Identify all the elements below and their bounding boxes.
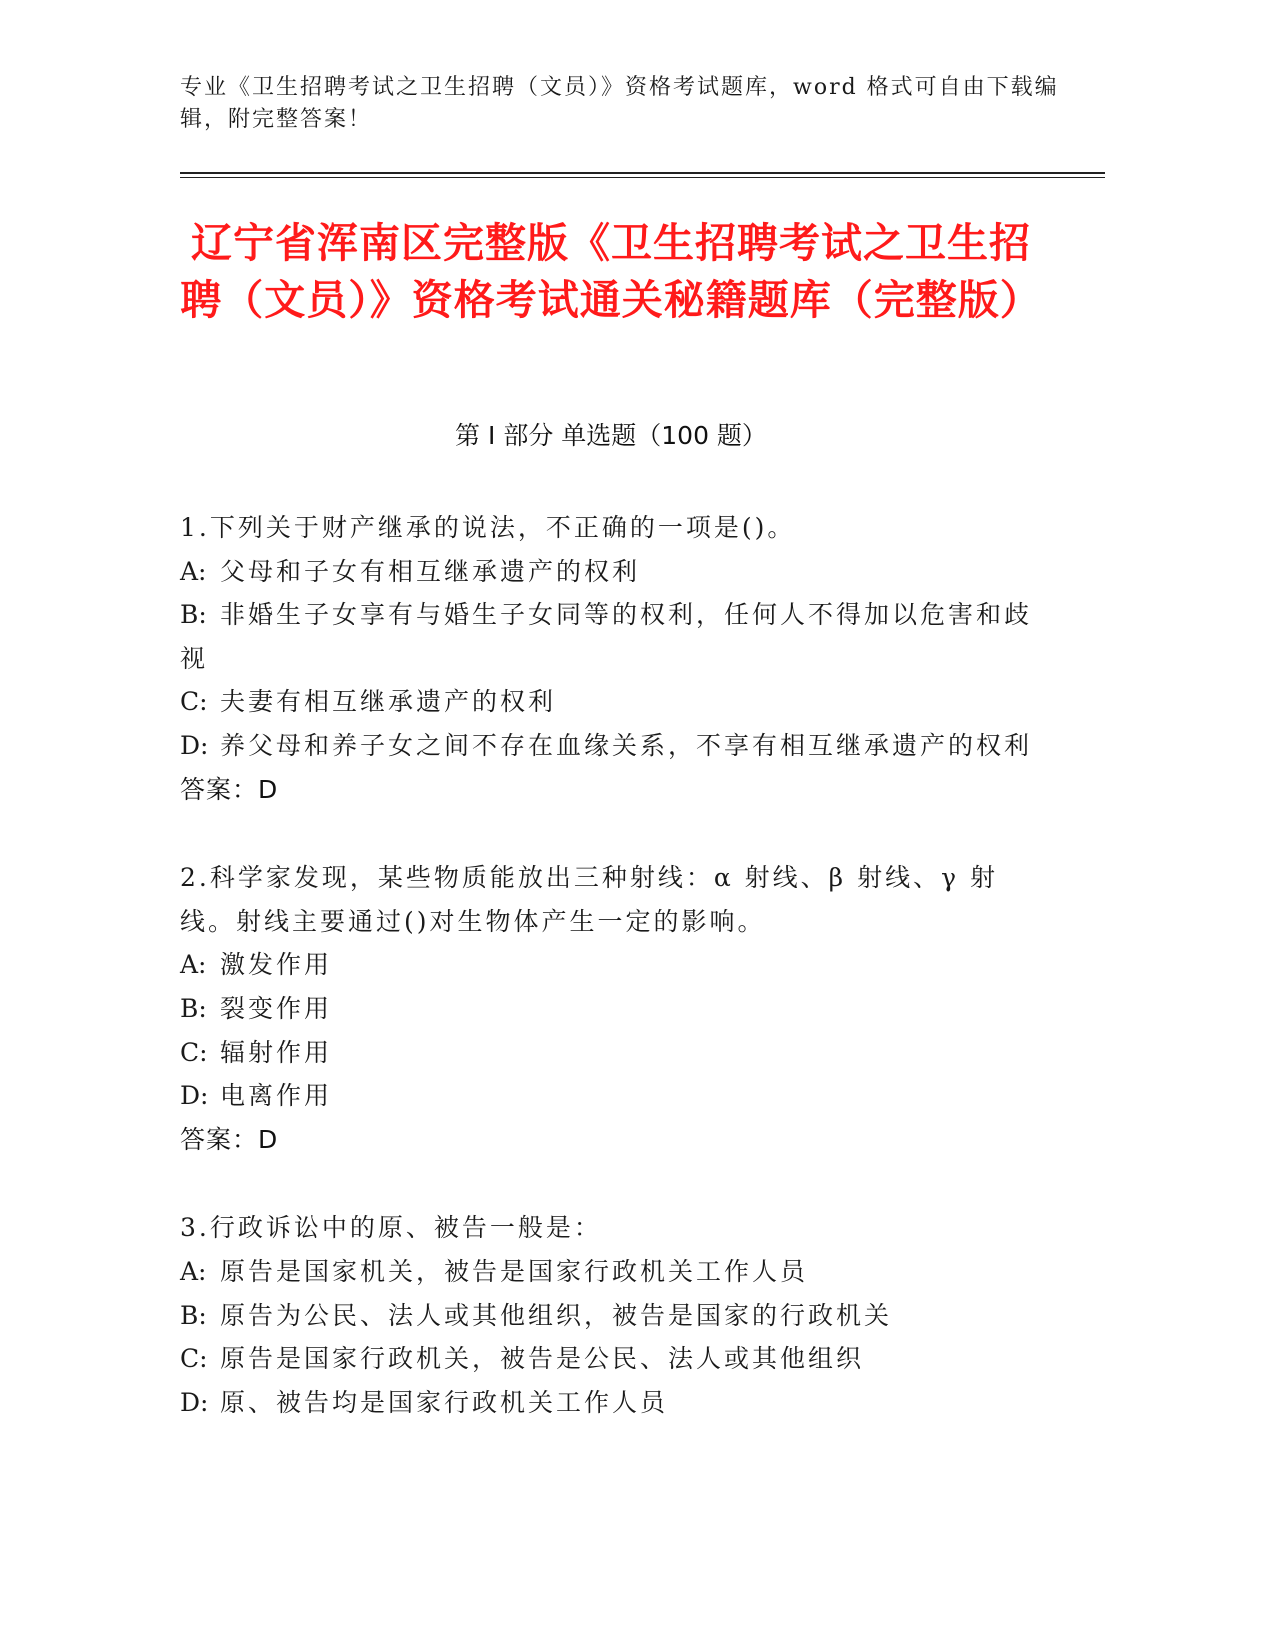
- option-text: 激发作用: [220, 950, 333, 980]
- question-1: [180, 506, 1042, 811]
- option-label: D:: [180, 1081, 209, 1111]
- question-list: [180, 506, 1042, 1469]
- option-label: C:: [180, 1344, 208, 1374]
- option-b: [180, 1294, 1042, 1338]
- question-2: [180, 856, 1042, 1161]
- option-label: B:: [180, 1300, 207, 1330]
- answer-text: 答案：D: [180, 1124, 279, 1154]
- header-rule-thick: [180, 172, 1105, 174]
- option-label: A:: [180, 950, 207, 980]
- option-label: D:: [180, 1387, 209, 1417]
- option-text: 父母和子女有相互继承遗产的权利: [220, 556, 641, 586]
- option-text: 原告为公民、法人或其他组织，被告是国家的行政机关: [220, 1300, 893, 1330]
- option-label: B:: [180, 993, 207, 1023]
- question-stem: 3.行政诉讼中的原、被告一般是：: [180, 1213, 602, 1243]
- option-text: 原、被告均是国家行政机关工作人员: [220, 1387, 669, 1417]
- option-text: 电离作用: [220, 1081, 333, 1111]
- option-label: D:: [180, 730, 209, 760]
- option-d: [180, 1381, 1042, 1425]
- option-text: 辐射作用: [220, 1037, 333, 1067]
- page-title: 辽宁省浑南区完整版《卫生招聘考试之卫生招聘（文员）》资格考试通关秘籍题库（完整版）: [180, 219, 1042, 324]
- option-c: [180, 680, 1042, 724]
- option-label: A:: [180, 1256, 207, 1286]
- header-rule-thin: [180, 177, 1105, 178]
- option-c: [180, 1031, 1042, 1075]
- answer-text: 答案：D: [180, 774, 279, 804]
- question-3: [180, 1206, 1042, 1424]
- option-a: [180, 943, 1042, 987]
- option-d: [180, 724, 1042, 768]
- option-b: [180, 987, 1042, 1031]
- option-text: 养父母和养子女之间不存在血缘关系，不享有相互继承遗产的权利: [220, 730, 1033, 760]
- question-stem: 2.科学家发现，某些物质能放出三种射线：α 射线、β 射线、γ 射线。射线主要通过()对生物体产生一定的影响。: [180, 863, 998, 936]
- option-a: [180, 1250, 1042, 1294]
- question-stem: 1.下列关于财产继承的说法，不正确的一项是()。: [180, 513, 796, 542]
- option-text: 夫妻有相互继承遗产的权利: [220, 687, 557, 717]
- option-a: [180, 550, 1042, 594]
- option-text: 非婚生子女享有与婚生子女同等的权利，任何人不得加以危害和歧视: [180, 600, 1033, 673]
- option-label: B:: [180, 600, 207, 630]
- option-text: 原告是国家机关，被告是国家行政机关工作人员: [220, 1256, 809, 1286]
- option-text: 原告是国家行政机关，被告是公民、法人或其他组织: [220, 1344, 865, 1374]
- option-text: 裂变作用: [220, 993, 333, 1023]
- option-b: [180, 593, 1042, 680]
- section-title: 第 I 部分 单选题（100 题）: [455, 421, 767, 450]
- option-label: A:: [180, 556, 207, 586]
- option-d: [180, 1074, 1042, 1118]
- header-note: 专业《卫生招聘考试之卫生招聘（文员）》资格考试题库，word 格式可自由下载编辑，附完整答案！: [180, 75, 1059, 132]
- option-label: C:: [180, 687, 208, 717]
- option-c: [180, 1337, 1042, 1381]
- option-label: C:: [180, 1037, 208, 1067]
